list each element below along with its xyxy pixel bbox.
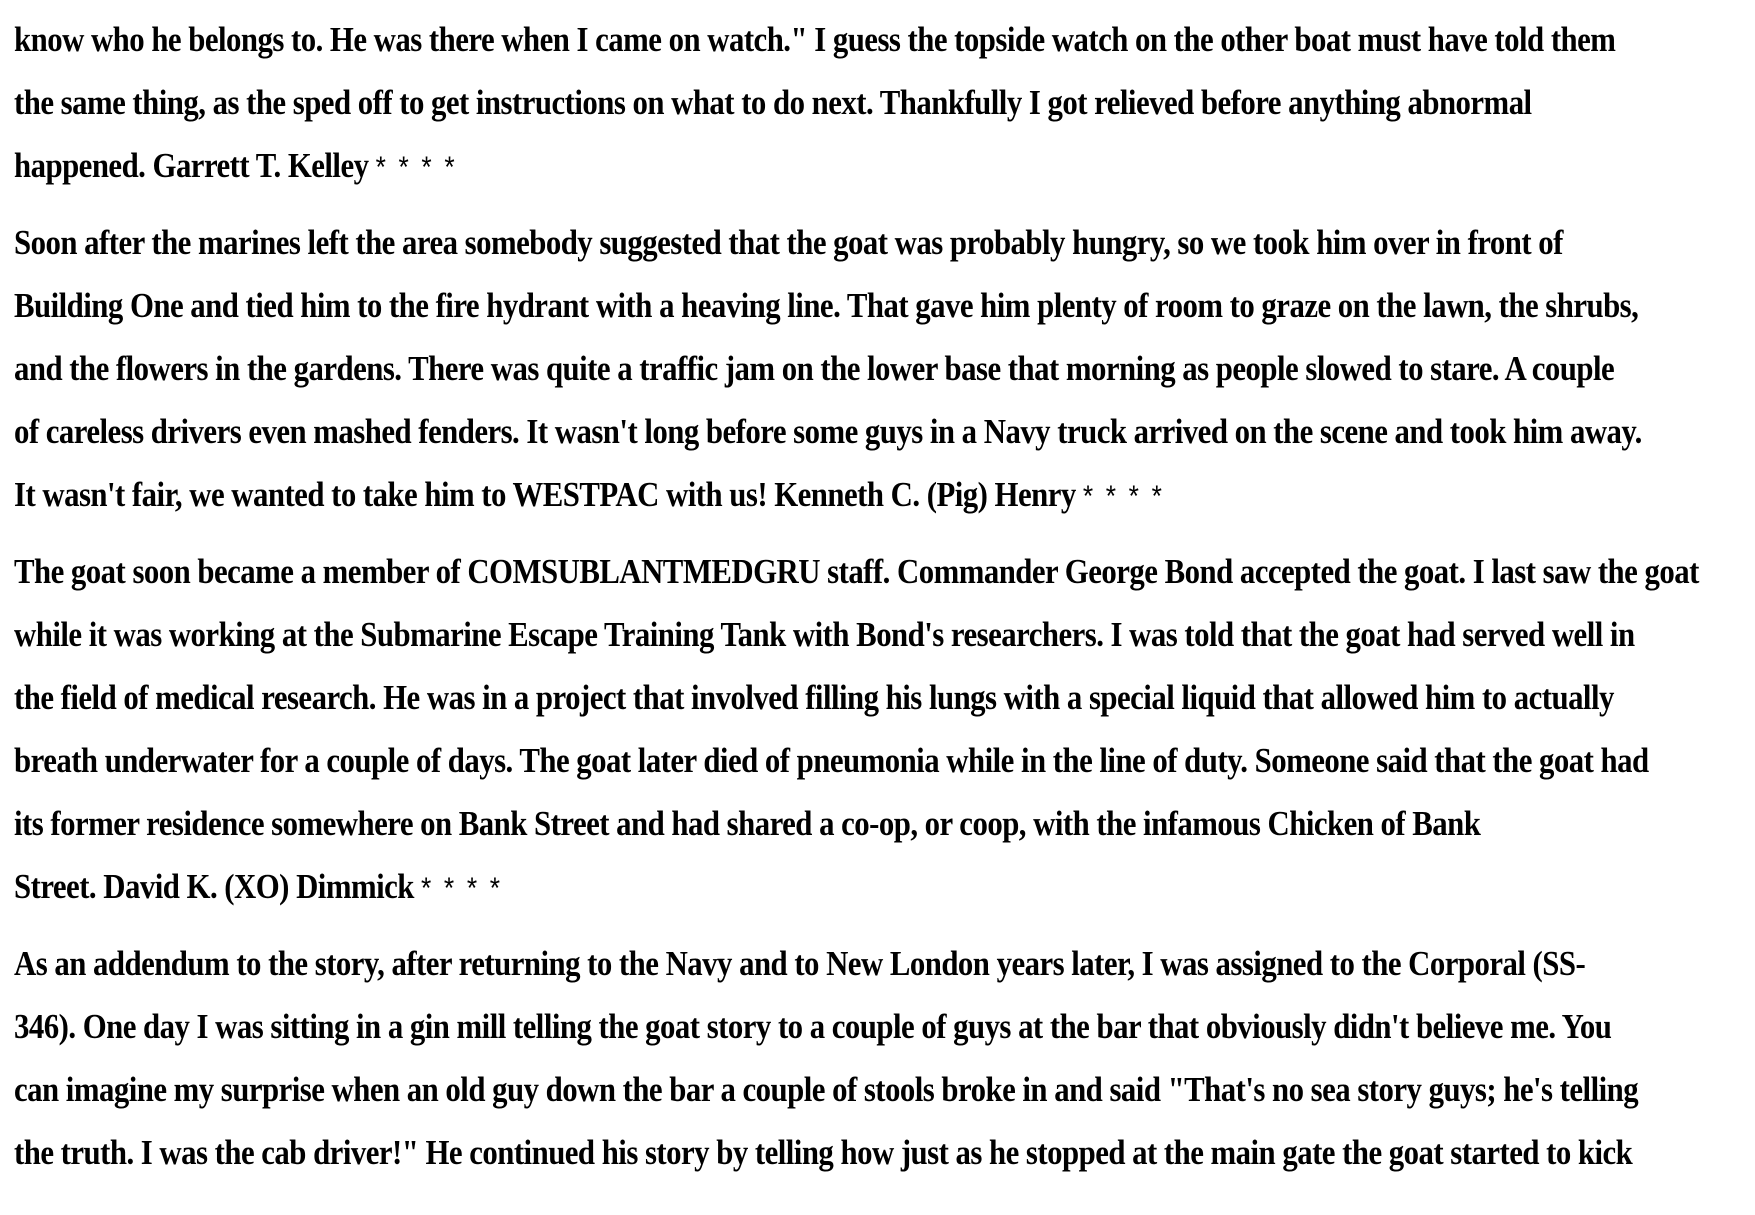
text-line: know who he belongs to. He was there when I came on watch." I guess the topside watch on the other boat must have told them (14, 20, 1616, 59)
section-separator-stars: * * * * (375, 151, 458, 184)
text-line: can imagine my surprise when an old guy down the bar a couple of stools broke in and said "That's no sea story guys; he's telling (14, 1070, 1639, 1109)
text-line: and the flowers in the gardens. There was quite a traffic jam on the lower base that morning as people slowed to stare. A couple (14, 349, 1615, 388)
text-line: The goat soon became a member of COMSUBLANTMEDGRU staff. Commander George Bond accepted the goat. I last saw the goat (14, 552, 1699, 591)
text-line: the truth. I was the cab driver!" He continued his story by telling how just as he stopped at the main gate the goat started to kick (14, 1133, 1633, 1172)
text-line: while it was working at the Submarine Escape Training Tank with Bond's researchers. I was told that the goat had served well in (14, 615, 1635, 654)
text-line: of careless drivers even mashed fenders. It wasn't long before some guys in a Navy truck arrived on the scene and took him away. (14, 412, 1642, 451)
text-line-last (14, 134, 1528, 197)
text-line: Soon after the marines left the area somebody suggested that the goat was probably hungry, so we took him over in front of (14, 223, 1563, 262)
paragraph-kelley (14, 8, 1616, 197)
paragraph-dimmick (14, 540, 1699, 918)
section-separator-stars: * * * * (1082, 480, 1165, 513)
document-page (14, 8, 1699, 1198)
text-line-last (14, 855, 1528, 918)
text-line: breath underwater for a couple of days. The goat later died of pneumonia while in the line of duty. Someone said that the goat had (14, 741, 1649, 780)
text-line: As an addendum to the story, after returning to the Navy and to New London years later, I was assigned to the Corporal (SS- (14, 944, 1586, 983)
text-line: 346). One day I was sitting in a gin mill telling the goat story to a couple of guys at the bar that obviously didn't believe me. You (14, 1007, 1612, 1046)
text-line-content: Street. David K. (XO) Dimmick (14, 867, 414, 906)
text-line: the field of medical research. He was in a project that involved filling his lungs with a special liquid that allowed him to actually (14, 678, 1614, 717)
section-separator-stars: * * * * (421, 872, 503, 905)
text-line: Building One and tied him to the fire hydrant with a heaving line. That gave him plenty of room to graze on the lawn, the shrubs, (14, 286, 1639, 325)
text-line: its former residence somewhere on Bank Street and had shared a co-op, or coop, with the infamous Chicken of Bank (14, 804, 1481, 843)
text-line-content: It wasn't fair, we wanted to take him to WESTPAC with us! Kenneth C. (Pig) Henry (14, 475, 1076, 514)
text-line-last (14, 463, 1528, 526)
text-line: the same thing, as the sped off to get instructions on what to do next. Thankfully I got relieved before anything abnormal (14, 83, 1532, 122)
text-line-content: happened. Garrett T. Kelley (14, 146, 369, 185)
paragraph-addendum (14, 932, 1639, 1184)
paragraph-henry (14, 211, 1642, 526)
